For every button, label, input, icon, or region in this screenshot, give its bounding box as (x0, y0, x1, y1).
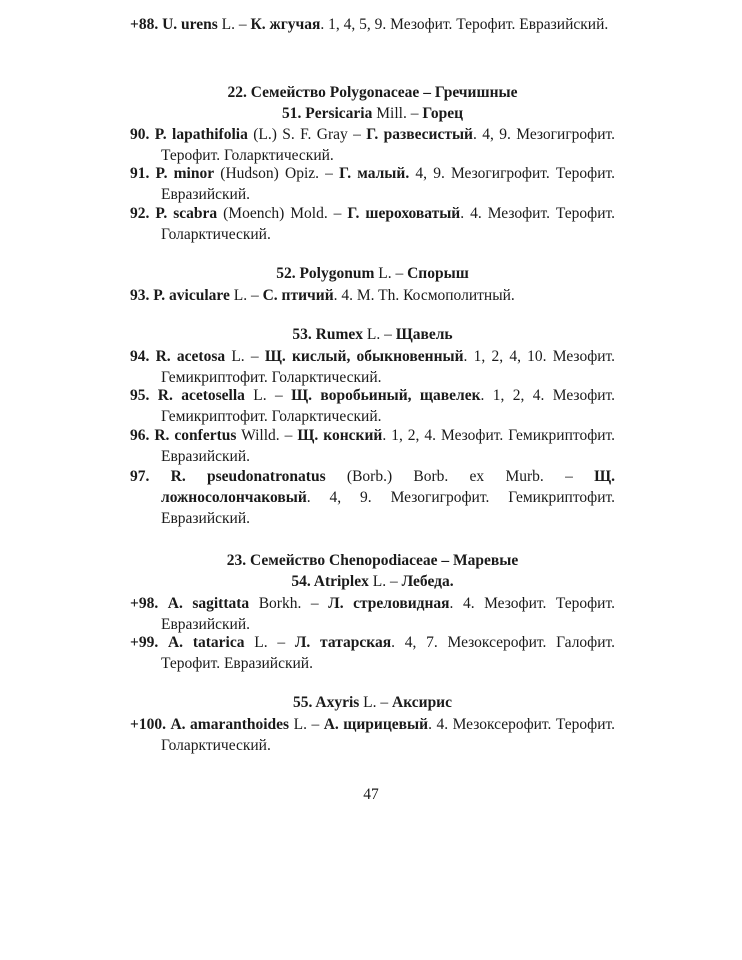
description: . 1, 4, 5, 9. Мезофит. Терофит. Евразийский. (320, 16, 609, 33)
page-number: 47 (363, 786, 379, 803)
description: . 4. Мезофит. Терофит. Евразийский. (161, 595, 615, 633)
author: L. – (217, 16, 251, 33)
family-heading: 23. Семейство Chenopodiaceae – Маревые (226, 552, 519, 569)
latin-name: P. lapathifolia (154, 126, 248, 143)
latin-name: R. pseudonatronatus (170, 468, 326, 485)
description: . 4. Мезофит. Терофит. Голарктический. (161, 205, 615, 243)
description: . 4, 7. Мезоксерофит. Галофит. Терофит. Евразийский. (161, 634, 616, 672)
latin-name: R. acetosa (155, 348, 226, 365)
species-entry-91 (130, 163, 615, 205)
species-entry-96 (130, 425, 615, 467)
russian-name: К. жгучая (250, 16, 321, 33)
species-entry-98 (130, 593, 615, 635)
description: 4, 9. Мезогигрофит. Терофит. Евразийский. (161, 165, 615, 203)
latin-name: P. scabra (155, 205, 218, 222)
species-entry-90 (130, 124, 615, 166)
description: . 1, 2, 4. Мезофит. Гемикриптофит. Голарктический. (161, 387, 616, 425)
russian-name: Щ. воробьиный, щавелек (291, 387, 481, 404)
family-heading: 22. Семейство Polygonaceae – Гречишные (227, 84, 518, 101)
description: . 4. Мезоксерофит. Терофит. Голарктический. (161, 716, 615, 754)
genus-heading: 53. Rumex L. – Щавель (292, 326, 453, 343)
author: L. – (229, 287, 263, 304)
entry-number: 97. (130, 468, 150, 485)
author: (Moench) Mold. – (217, 205, 348, 222)
entry-number: 91. (130, 165, 150, 182)
description: . 1, 2, 4. Мезофит. Гемикриптофит. Евразийский. (161, 427, 616, 465)
species-entry-88 (130, 14, 615, 35)
author: (L.) S. F. Gray – (247, 126, 367, 143)
entry-number: 92. (130, 205, 150, 222)
author: L. – (225, 348, 265, 365)
description: . 4, 9. Мезогигрофит. Терофит. Голарктический. (161, 126, 616, 164)
entry-number: 90. (130, 126, 150, 143)
genus-heading: 52. Polygonum L. – Спорыш (276, 265, 469, 282)
species-entry-92 (130, 203, 615, 245)
genus-heading: 54. Atriplex L. – Лебеда. (291, 573, 454, 590)
russian-name: Л. татарская (294, 634, 392, 651)
species-entry-97 (130, 466, 615, 529)
genus-heading: 55. Axyris L. – Аксирис (292, 694, 452, 711)
species-entry-100 (130, 714, 615, 756)
russian-name: Щ. ложносолончаковый (161, 468, 616, 506)
author: Borkh. – (249, 595, 329, 612)
russian-name: Щ. конский (297, 427, 383, 444)
latin-name: R. acetosella (157, 387, 245, 404)
species-entry-95 (130, 385, 615, 427)
latin-name: A. amaranthoides (170, 716, 290, 733)
latin-name: A. sagittata (167, 595, 250, 612)
latin-name: U. urens (162, 16, 218, 33)
description: . 1, 2, 4, 10. Мезофит. Гемикриптофит. Голарктический. (161, 348, 616, 386)
latin-name: P. aviculare (153, 287, 230, 304)
species-entry-93 (130, 285, 615, 306)
latin-name: R. confertus (154, 427, 237, 444)
russian-name: Г. развесистый (366, 126, 473, 143)
author: (Borb.) Borb. ex Murb. – (325, 468, 595, 485)
entry-number: +100. (130, 716, 166, 733)
author: L. – (244, 634, 295, 651)
latin-name: A. tatarica (167, 634, 245, 651)
entry-number: 94. (130, 348, 150, 365)
species-entry-94 (130, 346, 615, 388)
russian-name: А. щирицевый (323, 716, 429, 733)
author: L. – (244, 387, 292, 404)
species-entry-99 (130, 632, 615, 674)
entry-number: +99. (130, 634, 159, 651)
russian-name: Л. стреловидная (328, 595, 450, 612)
entry-number: +98. (130, 595, 159, 612)
author: (Hudson) Opiz. – (214, 165, 340, 182)
russian-name: С. птичий (262, 287, 334, 304)
russian-name: Г. шероховатый (347, 205, 461, 222)
russian-name: Щ. кислый, обыкновенный (264, 348, 464, 365)
russian-name: Г. малый. (339, 165, 410, 182)
entry-number: +88. (130, 16, 159, 33)
description: . 4, 9. Мезогигрофит. Гемикриптофит. Евразийский. (161, 489, 615, 527)
author: Willd. – (236, 427, 298, 444)
genus-heading: 51. Persicaria Mill. – Горец (281, 105, 464, 122)
entry-number: 96. (130, 427, 150, 444)
latin-name: P. minor (155, 165, 215, 182)
description: . 4. M. Th. Космополитный. (333, 287, 515, 304)
entry-number: 95. (130, 387, 150, 404)
entry-number: 93. (130, 287, 150, 304)
author: L. – (289, 716, 324, 733)
